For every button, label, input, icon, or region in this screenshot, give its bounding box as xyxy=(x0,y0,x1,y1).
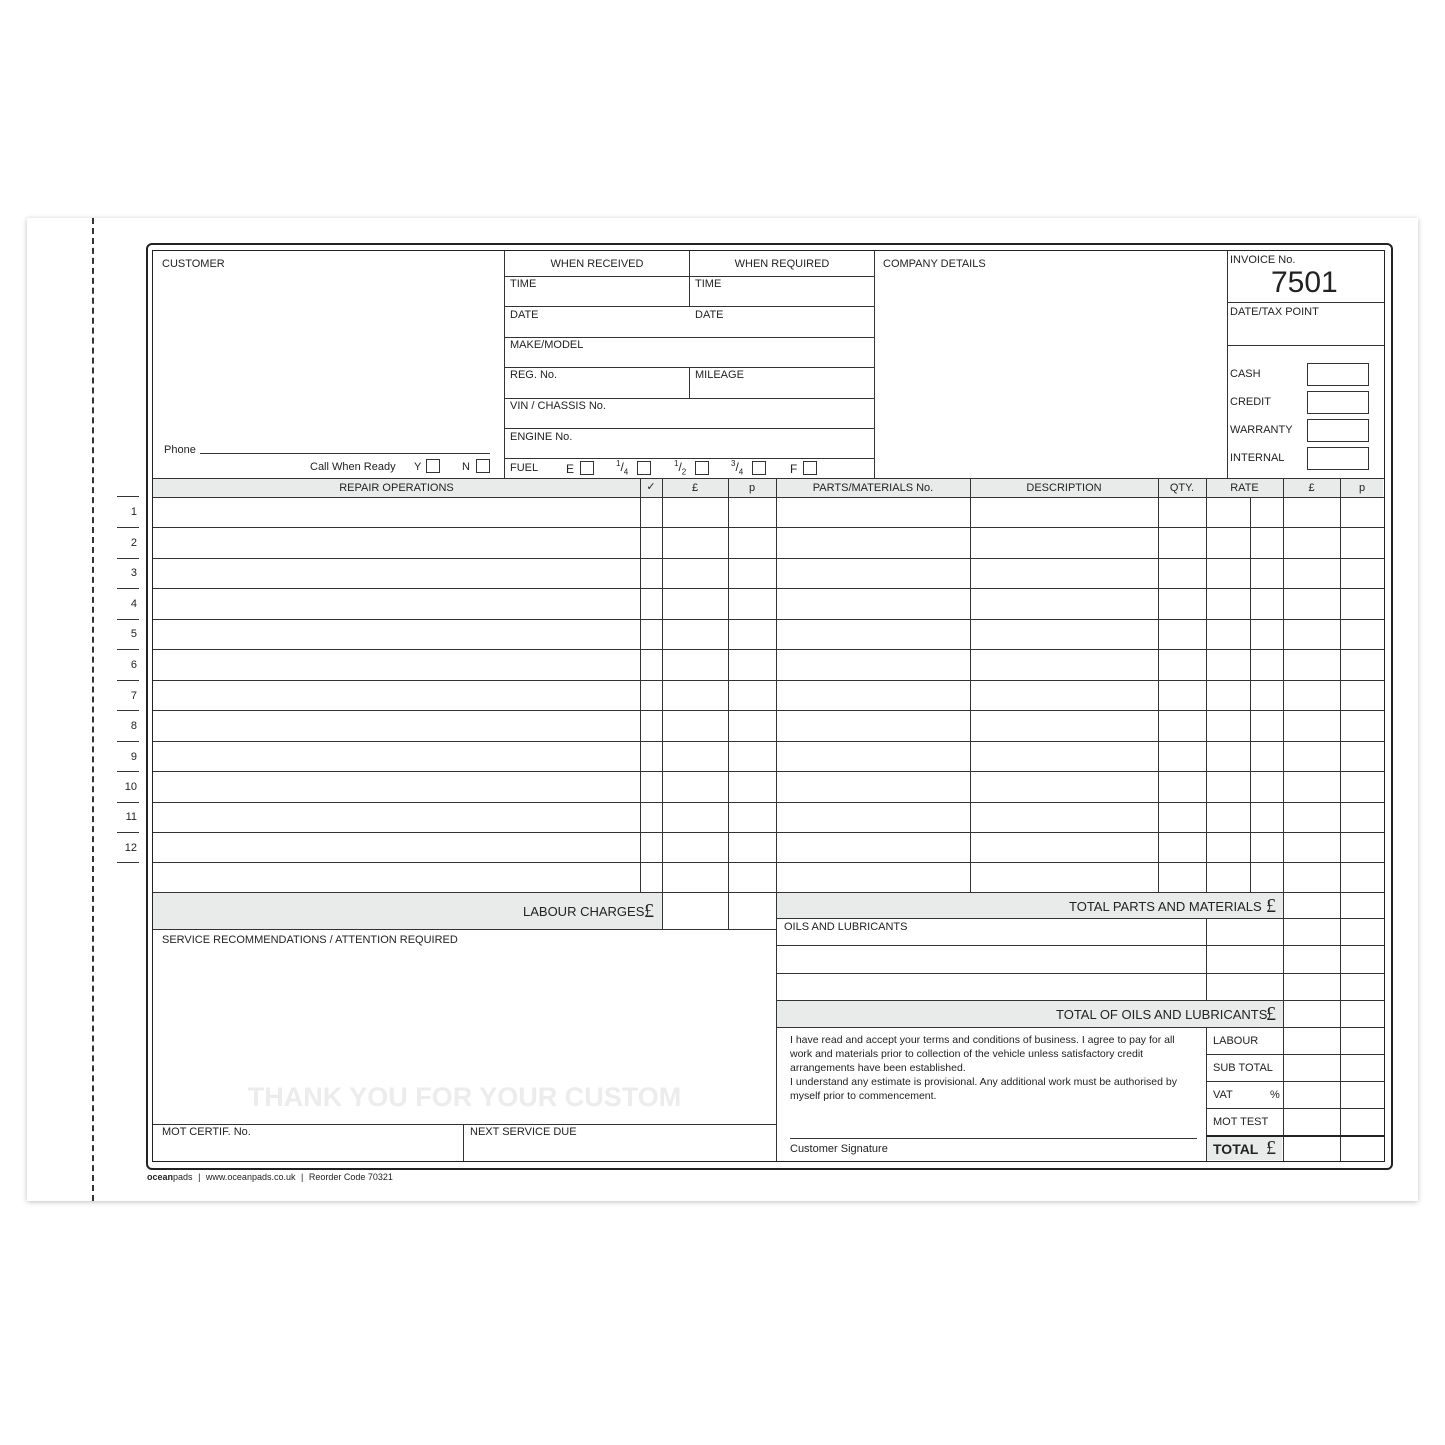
fuel-quarter-checkbox[interactable] xyxy=(637,461,651,475)
brand-logo-ocean: ocean xyxy=(147,1172,174,1182)
imprint-url[interactable]: www.oceanpads.co.uk xyxy=(205,1172,296,1182)
table-row[interactable] xyxy=(153,558,1384,559)
when-required-header: WHEN REQUIRED xyxy=(734,258,830,270)
table-row[interactable] xyxy=(153,619,1384,620)
row-number: 5 xyxy=(130,628,137,640)
payment-cash-box[interactable] xyxy=(1307,363,1369,386)
col-labour-pence: p xyxy=(748,482,756,494)
invoice-number: 7501 xyxy=(1271,266,1338,299)
table-row[interactable] xyxy=(153,649,1384,650)
summary-labour-label: LABOUR xyxy=(1213,1035,1259,1047)
payment-warranty-label: WARRANTY xyxy=(1230,424,1293,436)
total-oils-pound: £ xyxy=(1266,1003,1276,1025)
invoice-no-label: INVOICE No. xyxy=(1230,254,1296,266)
total-parts-pound: £ xyxy=(1266,895,1276,917)
row-number: 7 xyxy=(130,690,137,702)
table-row[interactable] xyxy=(153,588,1384,589)
required-date-label: DATE xyxy=(695,309,724,321)
labour-charges-pound: £ xyxy=(644,900,654,922)
row-number: 11 xyxy=(125,811,137,823)
table-row[interactable] xyxy=(153,862,1384,863)
fuel-three-quarter-label: $^3/_4$ xyxy=(731,459,744,477)
row-number: 3 xyxy=(130,567,137,579)
grand-total-pound: £ xyxy=(1266,1137,1276,1159)
call-no-label: N xyxy=(462,461,470,473)
service-recommendations-label: SERVICE RECOMMENDATIONS / ATTENTION REQUIRED xyxy=(162,934,458,946)
col-rate: RATE xyxy=(1230,482,1259,494)
fuel-full-label: F xyxy=(790,462,798,476)
col-description: DESCRIPTION xyxy=(1026,482,1102,494)
row-number: 9 xyxy=(130,751,137,763)
make-model-label: MAKE/MODEL xyxy=(510,339,584,351)
summary-subtotal-label: SUB TOTAL xyxy=(1213,1062,1273,1074)
imprint-reorder-code: Reorder Code 70321 xyxy=(308,1172,393,1182)
printer-imprint: oceanpads | www.oceanpads.co.uk | Reorder Code 70321 xyxy=(147,1172,393,1182)
required-time-label: TIME xyxy=(695,278,722,290)
summary-vat-label: VAT xyxy=(1213,1089,1233,1101)
when-received-header: WHEN RECEIVED xyxy=(550,258,644,270)
fuel-quarter-label: $^1/_4$ xyxy=(616,459,629,477)
payment-credit-box[interactable] xyxy=(1307,391,1369,414)
grand-total-label: TOTAL xyxy=(1213,1141,1259,1157)
fuel-three-quarter-checkbox[interactable] xyxy=(752,461,766,475)
company-details-label: COMPANY DETAILS xyxy=(883,258,986,270)
payment-internal-label: INTERNAL xyxy=(1230,452,1285,464)
fuel-label: FUEL xyxy=(510,462,539,474)
phone-label: Phone xyxy=(164,444,196,456)
col-repair-operations: REPAIR OPERATIONS xyxy=(339,482,454,494)
row-number: 2 xyxy=(130,537,137,549)
next-service-label: NEXT SERVICE DUE xyxy=(470,1126,577,1138)
table-row[interactable] xyxy=(153,710,1384,711)
reg-no-label: REG. No. xyxy=(510,369,558,381)
signature-line[interactable] xyxy=(790,1138,1197,1139)
row-number: 10 xyxy=(124,781,137,793)
terms-text: I have read and accept your terms and conditions of business. I agree to pay for all work and materials prior to collection of the vehicle unless satisfactory credit arrangements have been established. I understand any estimate is provisional. Any additional work must be authorised by myself prior to commencement. xyxy=(790,1034,1177,1102)
customer-label: CUSTOMER xyxy=(162,258,225,270)
col-check: ✓ xyxy=(646,481,656,493)
labour-charges-label: LABOUR CHARGES xyxy=(523,904,645,919)
fuel-half-label: $^1/_2$ xyxy=(674,459,687,477)
received-date-label: DATE xyxy=(510,309,539,321)
thank-you-watermark: THANK YOU FOR YOUR CUSTOM xyxy=(247,1082,682,1112)
mileage-label: MILEAGE xyxy=(695,369,744,381)
table-row[interactable] xyxy=(153,680,1384,681)
vin-label: VIN / CHASSIS No. xyxy=(510,400,606,412)
col-labour-pounds: £ xyxy=(691,482,699,494)
call-yes-label: Y xyxy=(414,461,422,473)
payment-internal-box[interactable] xyxy=(1307,447,1369,470)
table-row[interactable] xyxy=(153,771,1384,772)
date-tax-point-label: DATE/TAX POINT xyxy=(1230,306,1319,318)
received-time-label: TIME xyxy=(510,278,537,290)
customer-signature-label: Customer Signature xyxy=(790,1143,888,1155)
perforation-line xyxy=(92,218,94,1201)
call-when-ready-label: Call When Ready xyxy=(310,461,396,473)
phone-field[interactable] xyxy=(200,453,490,454)
payment-credit-label: CREDIT xyxy=(1230,396,1271,408)
engine-no-label: ENGINE No. xyxy=(510,431,573,443)
fuel-half-checkbox[interactable] xyxy=(695,461,709,475)
fuel-full-checkbox[interactable] xyxy=(803,461,817,475)
col-parts-pounds: £ xyxy=(1308,482,1315,494)
total-oils-label: TOTAL OF OILS AND LUBRICANTS xyxy=(1056,1007,1268,1022)
row-number: 4 xyxy=(130,598,137,610)
total-parts-label: TOTAL PARTS AND MATERIALS xyxy=(1069,899,1262,914)
row-number: 1 xyxy=(130,506,137,518)
call-no-checkbox[interactable] xyxy=(476,459,490,473)
payment-warranty-box[interactable] xyxy=(1307,419,1369,442)
col-parts-pence: p xyxy=(1358,482,1366,494)
mot-certif-label: MOT CERTIF. No. xyxy=(162,1126,251,1138)
fuel-empty-label: E xyxy=(566,462,575,476)
table-row[interactable] xyxy=(153,741,1384,742)
col-parts-no: PARTS/MATERIALS No. xyxy=(812,482,934,494)
col-qty: QTY. xyxy=(1169,482,1195,494)
table-row[interactable] xyxy=(153,527,1384,528)
payment-cash-label: CASH xyxy=(1230,368,1261,380)
summary-mot-test-label: MOT TEST xyxy=(1213,1116,1269,1128)
table-row[interactable] xyxy=(153,802,1384,803)
brand-logo-pads: pads xyxy=(173,1172,193,1182)
summary-vat-percent: % xyxy=(1270,1089,1280,1101)
row-number: 12 xyxy=(124,842,137,854)
row-number: 6 xyxy=(130,659,137,671)
row-number: 8 xyxy=(130,720,137,732)
oils-lubricants-label: OILS AND LUBRICANTS xyxy=(784,921,908,933)
table-row[interactable] xyxy=(153,832,1384,833)
fuel-empty-checkbox[interactable] xyxy=(580,461,594,475)
call-yes-checkbox[interactable] xyxy=(426,459,440,473)
